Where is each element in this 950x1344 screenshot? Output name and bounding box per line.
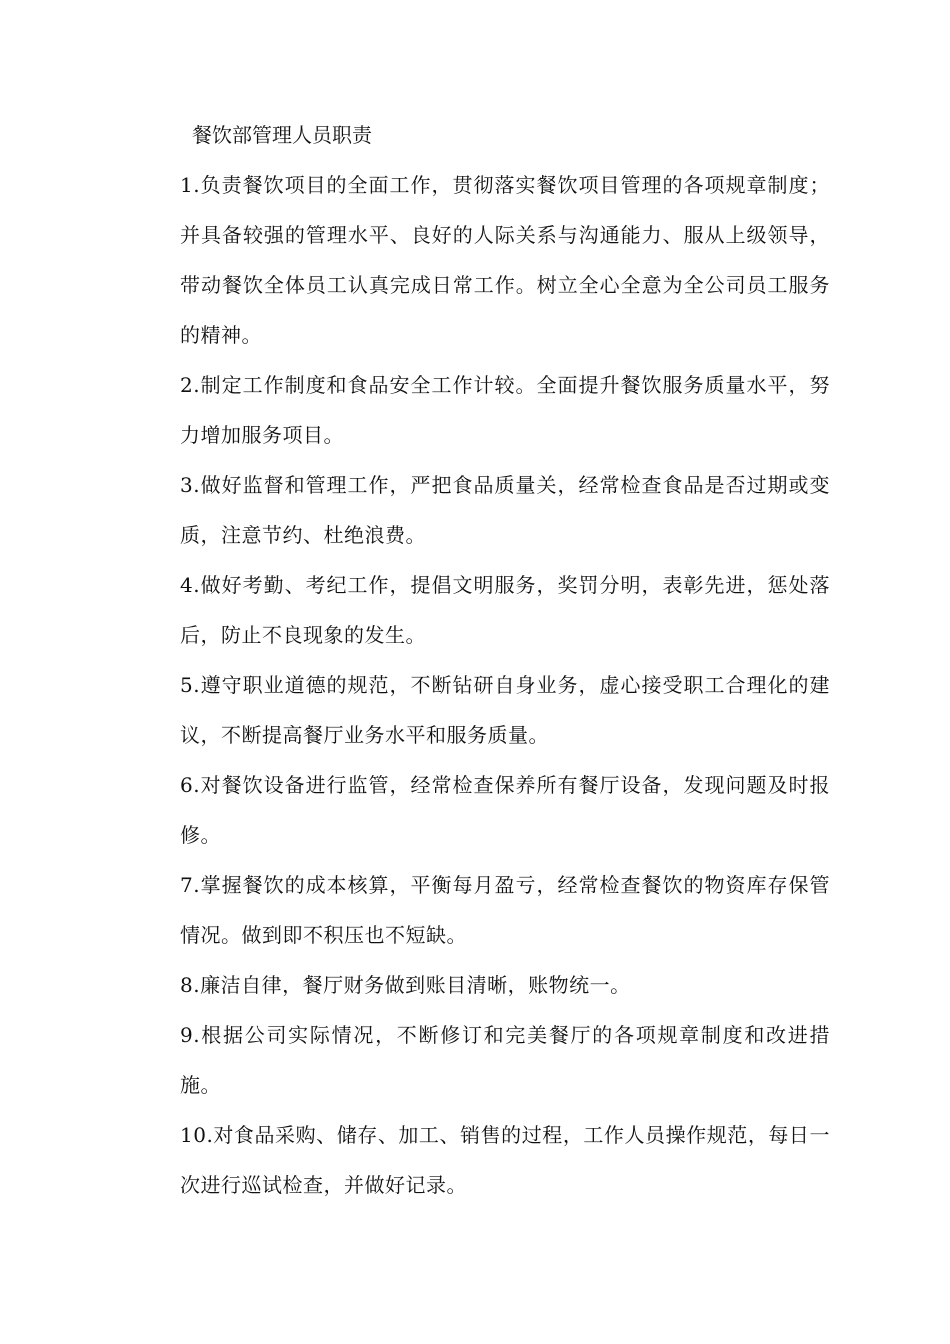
duty-item-7: 7.掌握餐饮的成本核算，平衡每月盈亏，经常检查餐饮的物资库存保管情况。做到即不积压也不短缺。 (180, 873, 830, 947)
duty-item-10: 10.对食品采购、储存、加工、销售的过程，工作人员操作规范，每日一次进行巡试检查，并做好记录。 (180, 1123, 830, 1197)
duty-item-8: 8.廉洁自律，餐厅财务做到账目清晰，账物统一。 (180, 973, 631, 997)
duty-item-6: 6.对餐饮设备进行监管，经常检查保养所有餐厅设备，发现问题及时报修。 (180, 773, 830, 847)
duty-list (180, 160, 830, 1210)
duty-item-5: 5.遵守职业道德的规范，不断钻研自身业务，虚心接受职工合理化的建议，不断提高餐厅业务水平和服务质量。 (180, 673, 830, 747)
duty-item-9: 9.根据公司实际情况，不断修订和完美餐厅的各项规章制度和改进措施。 (180, 1023, 830, 1097)
duty-item-1: 1.负责餐饮项目的全面工作，贯彻落实餐饮项目管理的各项规章制度；并具备较强的管理水平、良好的人际关系与沟通能力、服从上级领导，带动餐饮全体员工认真完成日常工作。树立全心全意为全公司员工服务的精神。 (180, 173, 830, 347)
duty-item-2: 2.制定工作制度和食品安全工作计较。全面提升餐饮服务质量水平，努力增加服务项目。 (180, 373, 830, 447)
document-body (180, 110, 830, 1210)
duty-item-3: 3.做好监督和管理工作，严把食品质量关，经常检查食品是否过期或变质，注意节约、杜绝浪费。 (180, 473, 830, 547)
document-title: 餐饮部管理人员职责 (192, 123, 372, 147)
duty-item-4: 4.做好考勤、考纪工作，提倡文明服务，奖罚分明，表彰先进，惩处落后，防止不良现象的发生。 (180, 573, 830, 647)
